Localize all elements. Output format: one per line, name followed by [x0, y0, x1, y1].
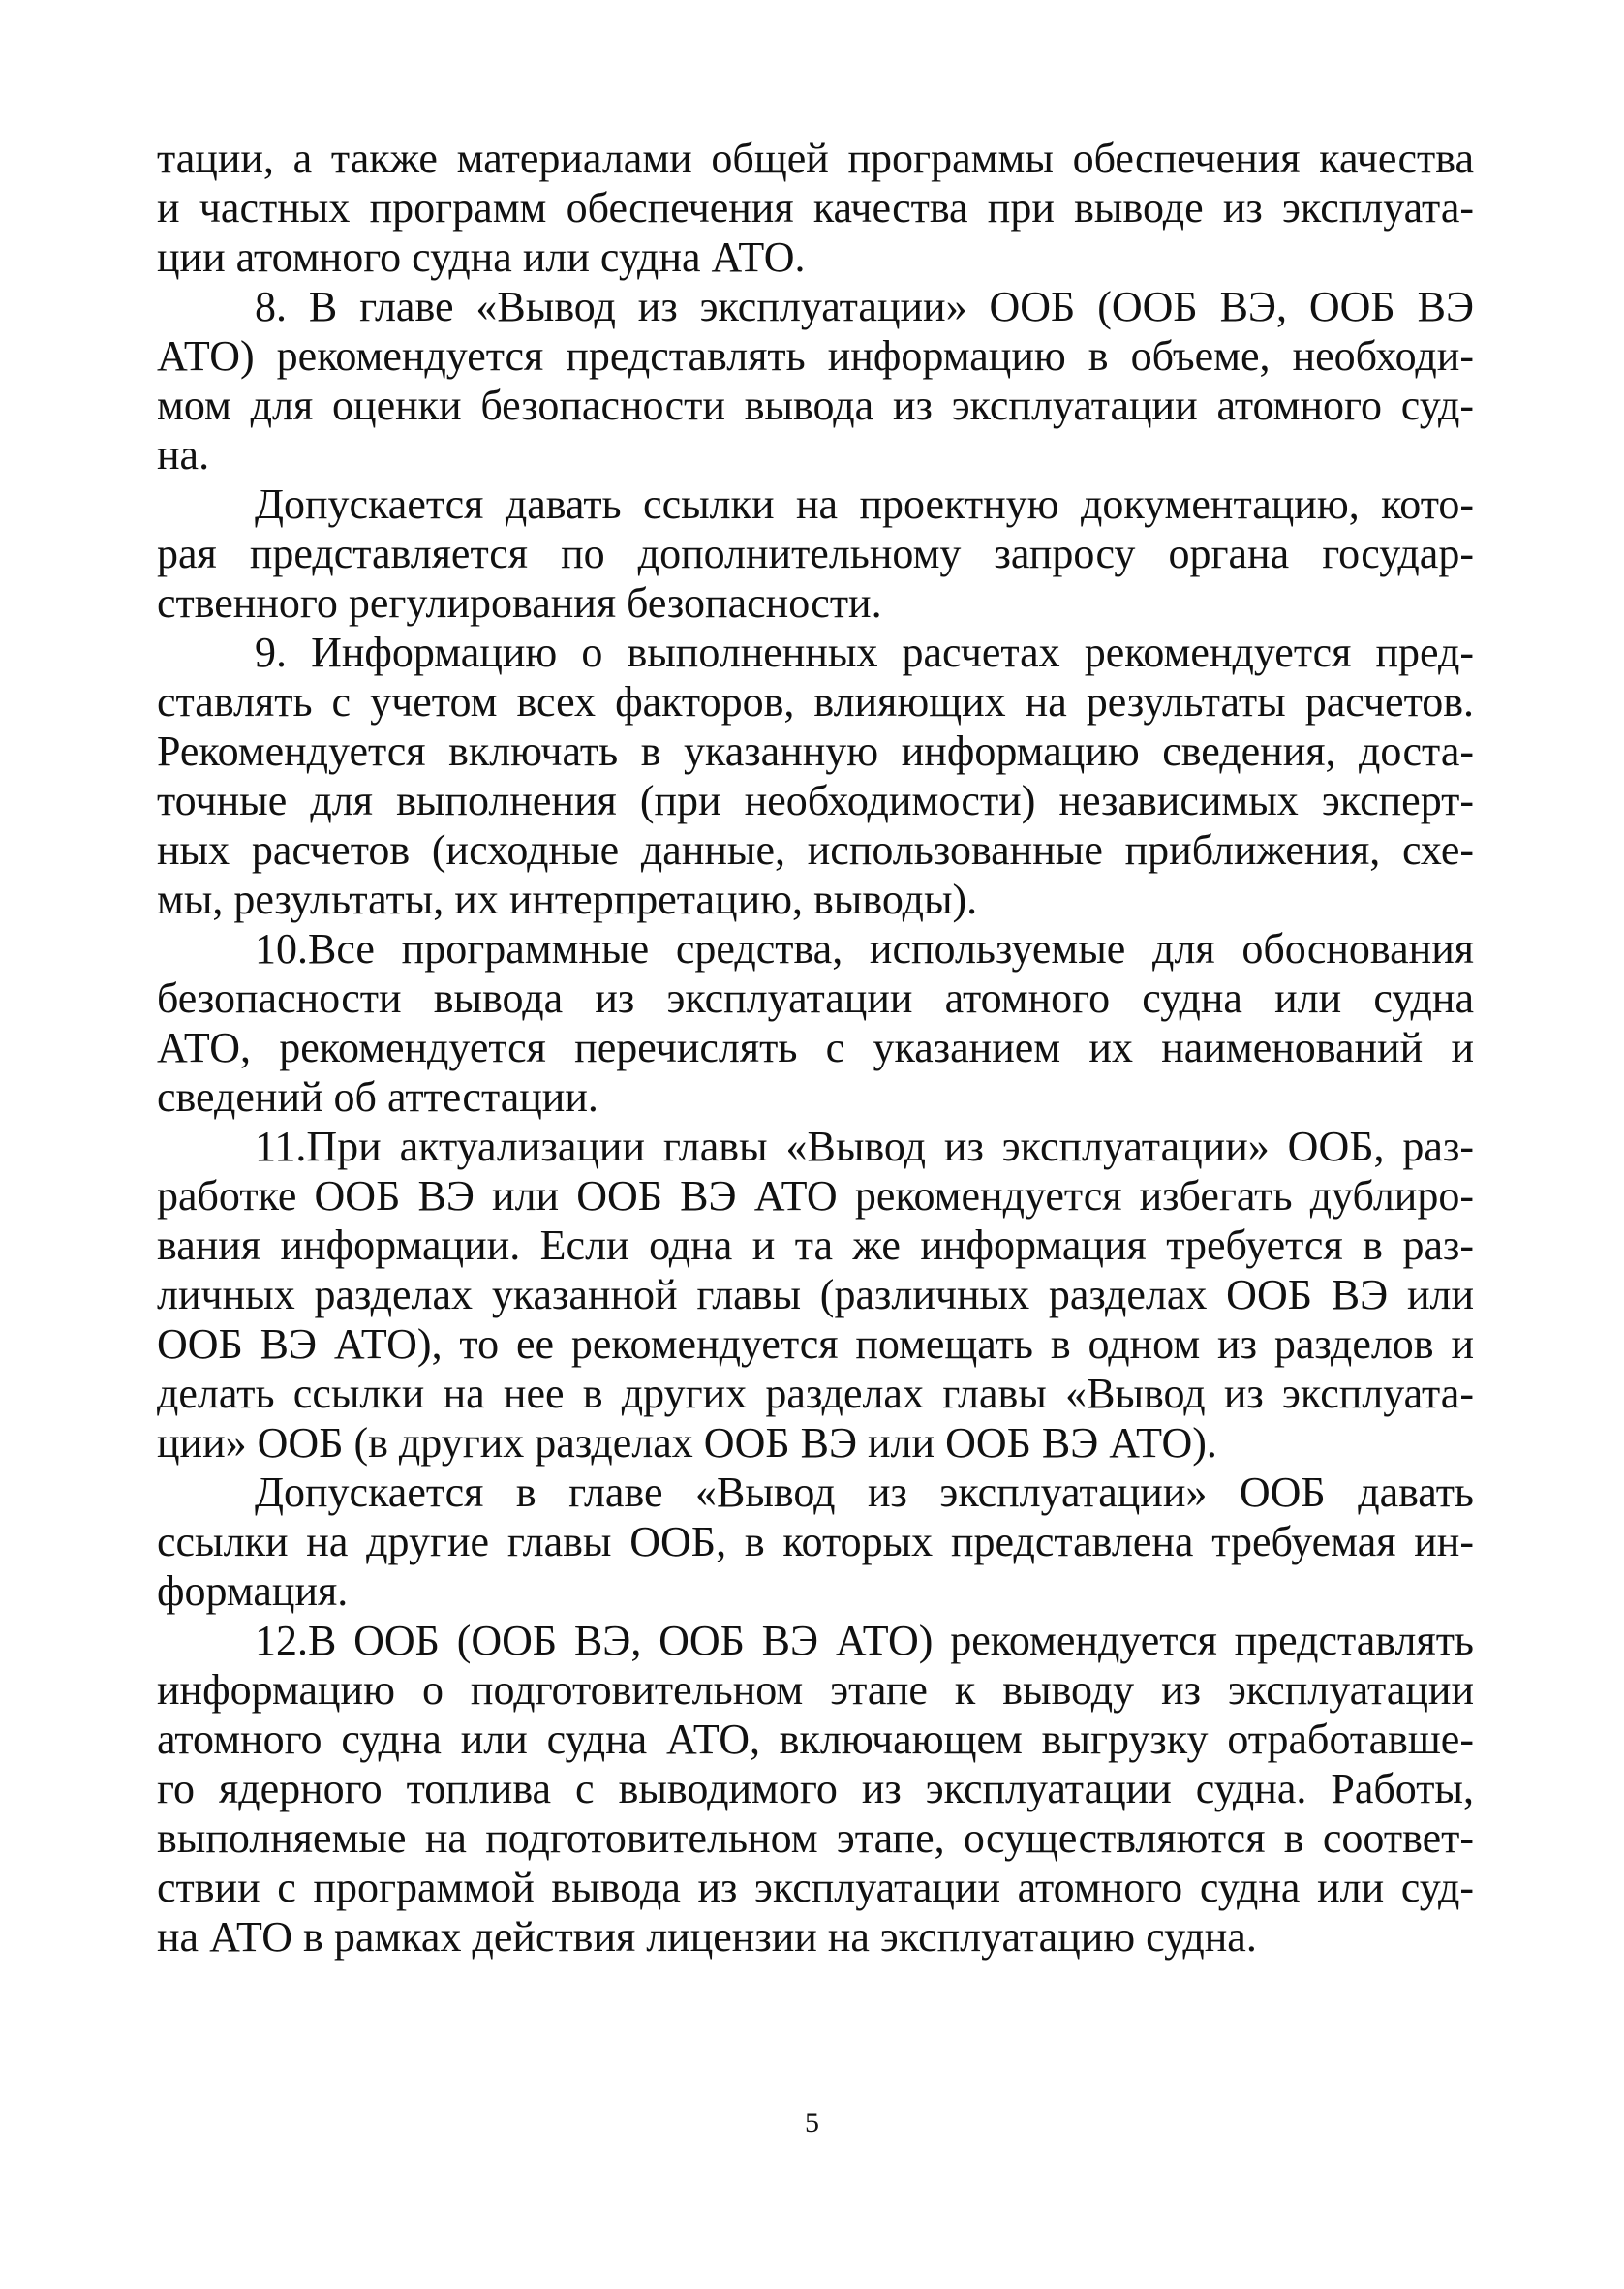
text-line: личных разделах указанной главы (различных разделах ООБ ВЭ или — [157, 1271, 1474, 1318]
text-line: выполняемые на подготовительном этапе, осуществляются в соответ- — [157, 1814, 1474, 1862]
text-line: ссылки на другие главы ООБ, в которых представлена требуемая ин- — [157, 1518, 1474, 1565]
paragraph-item-9 — [157, 628, 1474, 924]
text-line: сведений об аттестации. — [157, 1073, 598, 1121]
paragraph-item-11-note — [157, 1468, 1474, 1616]
paragraph-item-8 — [157, 282, 1474, 479]
paragraph-item-12 — [157, 1616, 1474, 1962]
document-body — [157, 134, 1474, 1962]
text-line: 9. Информацию о выполненных расчетах рекомендуется пред- — [255, 629, 1474, 676]
text-line: работке ООБ ВЭ или ООБ ВЭ АТО рекомендуется избегать дублиро- — [157, 1172, 1474, 1220]
text-line: мом для оценки безопасности вывода из эксплуатации атомного суд- — [157, 382, 1474, 429]
text-line: точные для выполнения (при необходимости) независимых эксперт- — [157, 777, 1474, 824]
text-line: и частных программ обеспечения качества при выводе из эксплуата- — [157, 184, 1474, 232]
text-line: формация. — [157, 1567, 349, 1615]
text-line: рая представляется по дополнительному запросу органа государ- — [157, 530, 1474, 577]
text-line: Допускается давать ссылки на проектную документацию, кото- — [255, 480, 1474, 528]
text-line: АТО) рекомендуется представлять информацию в объеме, необходи- — [157, 332, 1474, 380]
text-line: информацию о подготовительном этапе к выводу из эксплуатации — [157, 1666, 1474, 1714]
text-line: 10.Все программные средства, используемые для обоснования — [255, 925, 1474, 973]
text-line: ООБ ВЭ АТО), то ее рекомендуется помещать в одном из разделов и — [157, 1320, 1474, 1368]
text-line: вания информации. Если одна и та же информация требуется в раз- — [157, 1222, 1474, 1269]
text-line: делать ссылки на нее в других разделах главы «Вывод из эксплуата- — [157, 1370, 1474, 1417]
text-line: мы, результаты, их интерпретацию, выводы). — [157, 876, 978, 923]
text-line: безопасности вывода из эксплуатации атомного судна или судна — [157, 974, 1474, 1022]
text-line: на. — [157, 431, 210, 479]
text-line: 8. В главе «Вывод из эксплуатации» ООБ (ООБ ВЭ, ООБ ВЭ — [255, 283, 1474, 330]
paragraph-item-11 — [157, 1122, 1474, 1468]
page-number: 5 — [805, 2107, 819, 2139]
text-line: ставлять с учетом всех факторов, влияющих на результаты расчетов. — [157, 678, 1474, 726]
text-line: 11.При актуализации главы «Вывод из эксплуатации» ООБ, раз- — [255, 1123, 1474, 1170]
text-line: АТО, рекомендуется перечислять с указанием их наименований и — [157, 1024, 1474, 1071]
text-line: Допускается в главе «Вывод из эксплуатации» ООБ давать — [255, 1469, 1474, 1516]
text-line: на АТО в рамках действия лицензии на эксплуатацию судна. — [157, 1913, 1257, 1961]
paragraph-continuation — [157, 134, 1474, 282]
text-line: ции» ООБ (в других разделах ООБ ВЭ или ООБ ВЭ АТО). — [157, 1419, 1217, 1467]
text-line: го ядерного топлива с выводимого из эксплуатации судна. Работы, — [157, 1765, 1474, 1812]
text-line: ственного регулирования безопасности. — [157, 579, 882, 627]
paragraph-item-10 — [157, 924, 1474, 1122]
text-line: тации, а также материалами общей программы обеспечения качества — [157, 135, 1474, 182]
text-line: 12.В ООБ (ООБ ВЭ, ООБ ВЭ АТО) рекомендуется представлять — [255, 1617, 1474, 1664]
paragraph-item-8-note — [157, 479, 1474, 628]
text-line: ции атомного судна или судна АТО. — [157, 233, 806, 281]
text-line: атомного судна или судна АТО, включающем выгрузку отработавше- — [157, 1716, 1474, 1763]
text-line: ствии с программой вывода из эксплуатации атомного судна или суд- — [157, 1864, 1474, 1911]
text-line: ных расчетов (исходные данные, использованные приближения, схе- — [157, 826, 1474, 874]
text-line: Рекомендуется включать в указанную информацию сведения, доста- — [157, 727, 1474, 775]
